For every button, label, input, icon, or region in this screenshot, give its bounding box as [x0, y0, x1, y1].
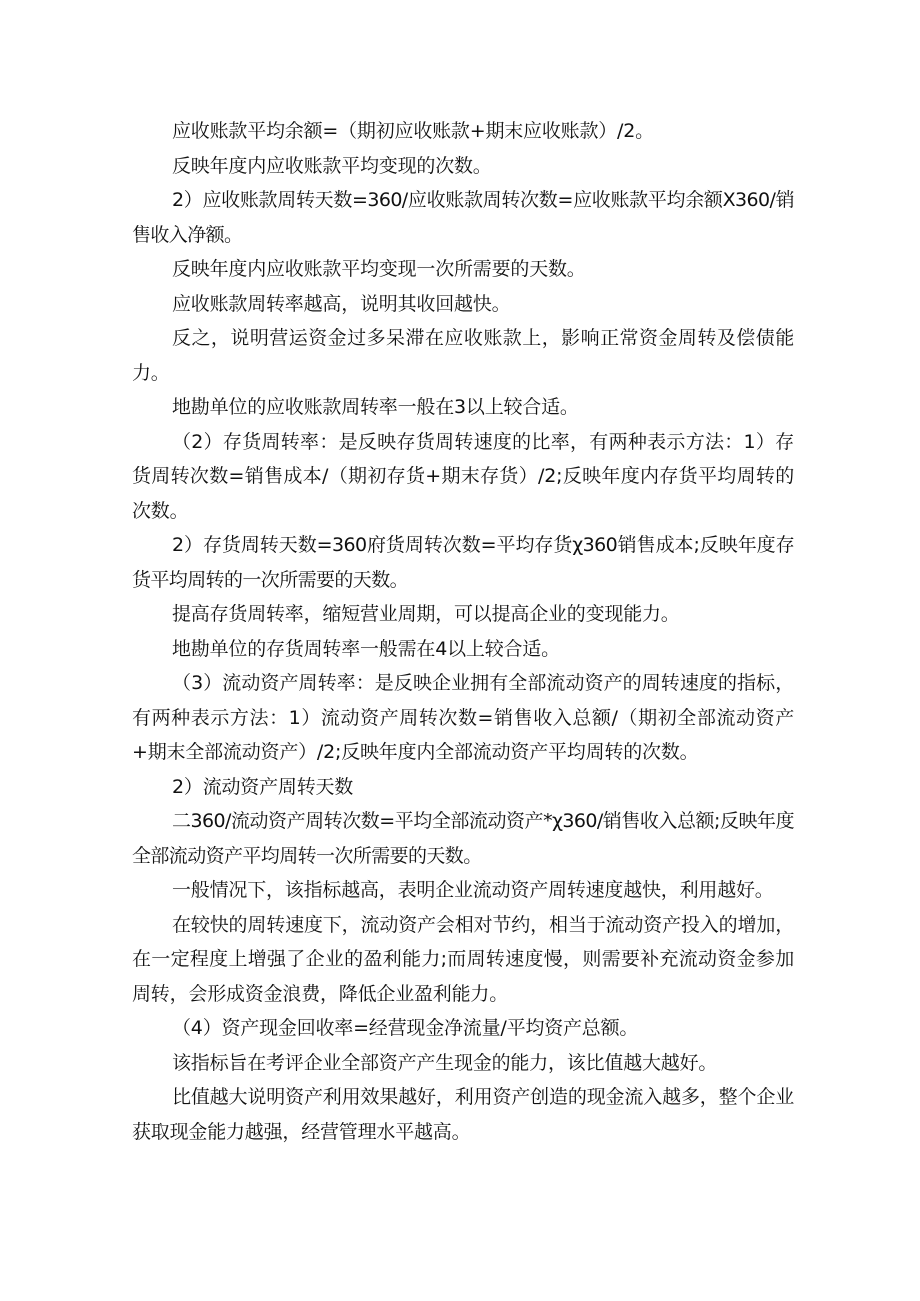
- paragraph: 一般情况下，该指标越高，表明企业流动资产周转速度越快，利用越好。: [172, 879, 774, 901]
- paragraph: 在较快的周转速度下，流动资产会相对节约，相当于流动资产投入的增加，在一定程度上增强了企业的盈利能力;而周转速度慢，则需要补充流动资金参加周转，会形成资金浪费，降低企业盈利能力。: [132, 913, 794, 1005]
- paragraph: 2）流动资产周转天数: [172, 775, 354, 798]
- paragraph: 应收账款平均余额=（期初应收账款+期末应收账款）/2。: [172, 120, 654, 142]
- paragraph: （2）存货周转率：是反映存货周转速度的比率，有两种表示方法：1）存货周转次数=销售成本/（期初存货+期末存货）/2;反映年度内存货平均周转的次数。: [132, 430, 794, 522]
- paragraph: 反映年度内应收账款平均变现的次数。: [172, 154, 492, 177]
- paragraph: 反映年度内应收账款平均变现一次所需要的天数。: [172, 258, 586, 280]
- document-body: [132, 114, 794, 1149]
- paragraph: 2）存货周转天数=360府货周转次数=平均存货χ360销售成本;反映年度存货平均周转的一次所需要的天数。: [132, 534, 794, 591]
- paragraph: 该指标旨在考评企业全部资产产生现金的能力，该比值越大越好。: [172, 1051, 718, 1074]
- paragraph: （4）资产现金回收率=经营现金净流量/平均资产总额。: [172, 1017, 639, 1039]
- paragraph: 提高存货周转率，缩短营业周期，可以提高企业的变现能力。: [172, 603, 680, 625]
- paragraph: 地勘单位的存货周转率一般需在4以上较合适。: [172, 637, 560, 660]
- paragraph: 地勘单位的应收账款周转率一般在3以上较合适。: [172, 396, 579, 418]
- paragraph: 应收账款周转率越高，说明其收回越快。: [172, 292, 511, 315]
- paragraph: （3）流动资产周转率：是反映企业拥有全部流动资产的周转速度的指标，有两种表示方法：1）流动资产周转次数=销售收入总额/（期初全部流动资产+期末全部流动资产）/2;反映年度内全部流动资产平均周转的次数。: [132, 672, 794, 763]
- paragraph: 二360/流动资产周转次数=平均全部流动资产*χ360/销售收入总额;反映年度全部流动资产平均周转一次所需要的天数。: [132, 810, 794, 867]
- paragraph: 2）应收账款周转天数=360/应收账款周转次数=应收账款平均余额X360/销售收入净额。: [132, 189, 794, 246]
- paragraph: 反之，说明营运资金过多呆滞在应收账款上，影响正常资金周转及偿债能力。: [132, 327, 794, 384]
- paragraph: 比值越大说明资产利用效果越好，利用资产创造的现金流入越多，整个企业获取现金能力越强，经营管理水平越高。: [132, 1086, 794, 1143]
